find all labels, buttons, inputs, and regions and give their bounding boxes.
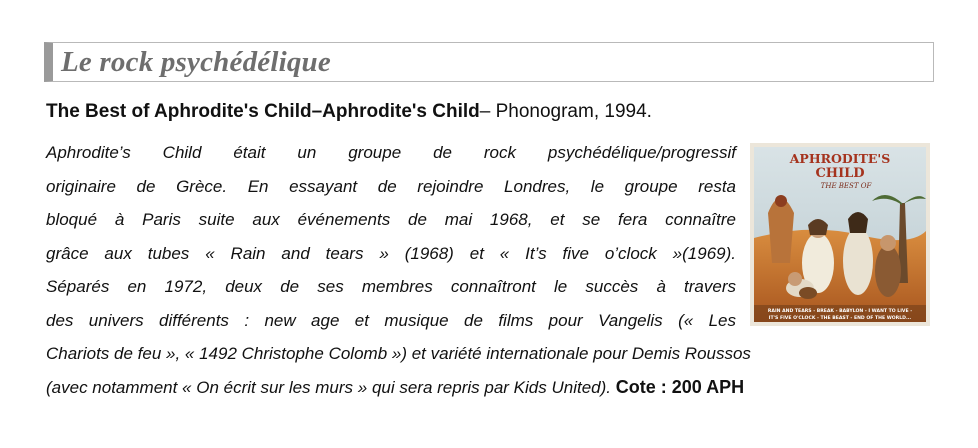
publisher-info: – Phonogram, 1994. — [479, 101, 652, 122]
section-header — [44, 42, 934, 82]
artist-name: Aphrodite's Child — [322, 101, 480, 122]
cover-tracks-line2: IT'S FIVE O'CLOCK - THE BEAST - END OF THE WORLD... — [768, 316, 912, 321]
description-line: Séparés en 1972, deux de ses membres connaîtront le succès à travers — [46, 277, 736, 296]
description-line: Aphrodite’s Child était un groupe de rock psychédélique/progressif — [46, 143, 736, 162]
tower — [768, 198, 794, 263]
description-line: des univers différents : new age et musique de films pour Vangelis (« Les — [46, 310, 736, 330]
description-line-last — [46, 371, 926, 405]
title-separator: – — [311, 101, 323, 122]
cover-tracks-line1: RAIN AND TEARS - BREAK - BABYLON - I WANT TO LIVE - — [767, 309, 913, 314]
cover-title-line2: CHILD — [815, 166, 865, 181]
rating: Cote : 200 APH — [615, 376, 745, 397]
description-line: grâce aux tubes « Rain and tears » (1968) et « It’s five o’clock »(1969). — [46, 243, 736, 263]
entry-heading — [46, 97, 936, 127]
cover-title-line1: APHRODITE'S — [789, 151, 891, 166]
description-line: bloqué à Paris suite aux événements de mai 1968, et se fera connaître — [46, 210, 736, 229]
album-cover-image — [750, 143, 930, 326]
description-line: Chariots de feu », « 1492 Christophe Colomb ») et variété internationale pour Demis Roussos — [46, 344, 751, 363]
album-title: The Best of Aphrodite's Child — [46, 101, 312, 122]
description-line: originaire de Grèce. En essayant de rejoindre Londres, le groupe resta — [46, 176, 736, 196]
cover-subtitle: THE BEST OF — [820, 182, 872, 190]
description-text: (avec notamment « On écrit sur les murs » qui sera repris par Kids United). — [46, 377, 611, 397]
section-title: Le rock psychédélique — [61, 45, 331, 78]
